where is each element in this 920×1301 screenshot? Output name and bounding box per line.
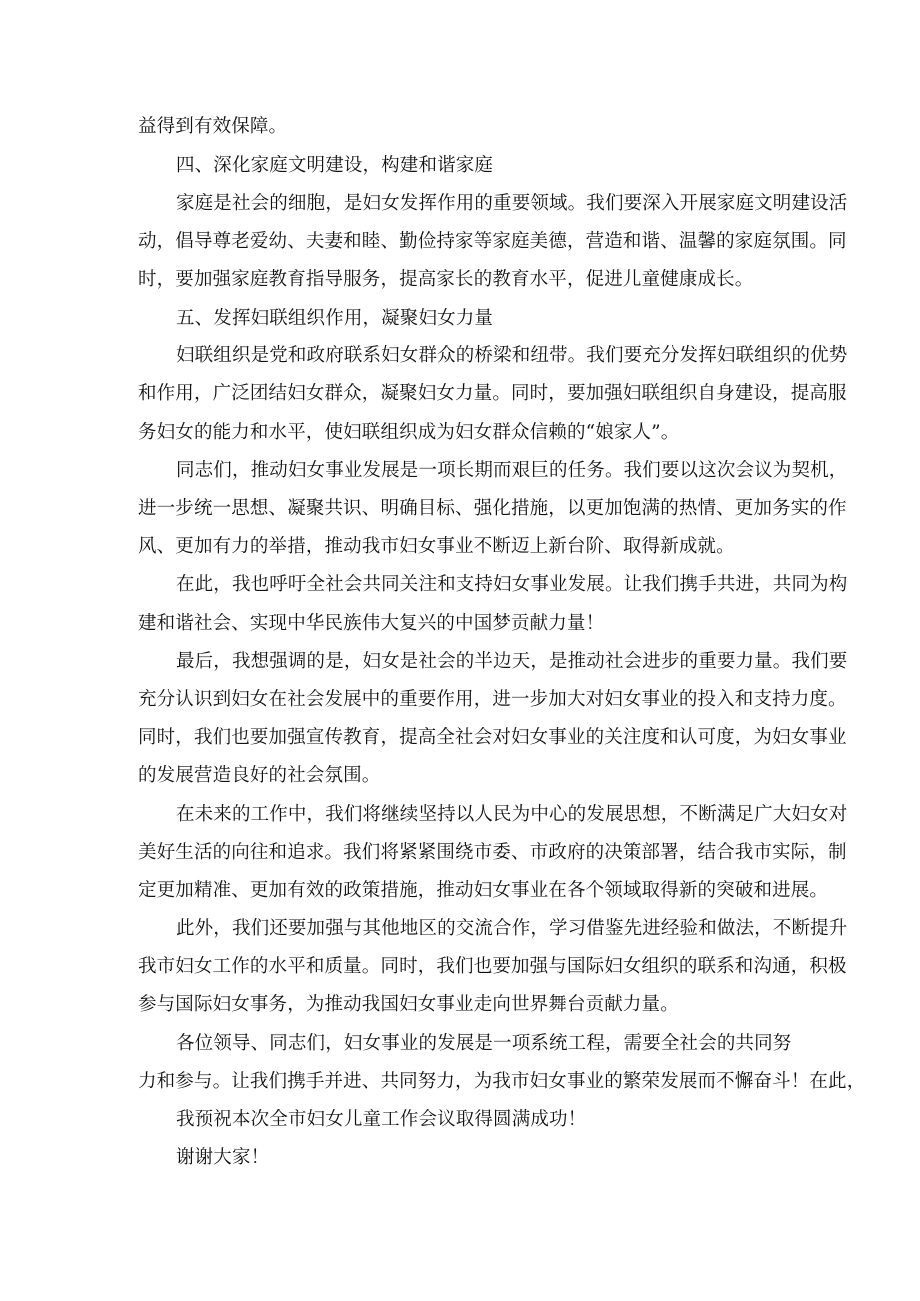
paragraph-line: 时，要加强家庭教育指导服务，提高家长的教育水平，促进儿童健康成长。 [138,269,754,290]
paragraph-line: 我预祝本次全市妇女儿童工作会议取得圆满成功！ [176,1109,587,1130]
paragraph-line: 进一步统一思想、凝聚共识、明确目标、强化措施，以更加饱满的热情、更加务实的作 [138,498,847,519]
paragraph-line: 益得到有效保障。 [138,116,288,137]
paragraph-line: 动，倡导尊老爱幼、夫妻和睦、勤俭持家等家庭美德，营造和谐、温馨的家庭氛围。同 [138,231,847,252]
paragraph-line: 各位领导、同志们，妇女事业的发展是一项系统工程，需要全社会的共同努 [176,1033,792,1054]
paragraph-line: 此外，我们还要加强与其他地区的交流合作，学习借鉴先进经验和做法，不断提升 [176,918,848,939]
section-heading: 四、深化家庭文明建设，构建和谐家庭 [176,155,494,176]
closing-line: 谢谢大家！ [176,1147,270,1168]
paragraph-line: 定更加精准、更加有效的政策措施，推动妇女事业在各个领域取得新的突破和进展。 [138,880,829,901]
paragraph-line: 同时，我们也要加强宣传教育，提高全社会对妇女事业的关注度和认可度，为妇女事业 [138,727,847,748]
paragraph-line: 建和谐社会、实现中华民族伟大复兴的中国梦贡献力量！ [138,613,605,634]
paragraph-line: 和作用，广泛团结妇女群众，凝聚妇女力量。同时，要加强妇联组织自身建设，提高服 [138,383,847,404]
paragraph-line: 在此，我也呼吁全社会共同关注和支持妇女事业发展。让我们携手共进，共同为构 [176,574,848,595]
section-heading: 五、发挥妇联组织作用，凝聚妇女力量 [176,308,494,329]
paragraph-line: 参与国际妇女事务，为推动我国妇女事业走向世界舞台贡献力量。 [138,994,679,1015]
paragraph-line: 同志们，推动妇女事业发展是一项长期而艰巨的任务。我们要以这次会议为契机， [176,460,848,481]
paragraph-line: 充分认识到妇女在社会发展中的重要作用，进一步加大对妇女事业的投入和支持力度。 [138,689,847,710]
paragraph-line: 家庭是社会的细胞，是妇女发挥作用的重要领域。我们要深入开展家庭文明建设活 [176,193,848,214]
paragraph-line: 的发展营造良好的社会氛围。 [138,765,381,786]
paragraph-line: 我市妇女工作的水平和质量。同时，我们也要加强与国际妇女组织的联系和沟通，积极 [138,956,847,977]
paragraph-line: 力和参与。让我们携手并进、共同努力，为我市妇女事业的繁荣发展而不懈奋斗！在此， [138,1071,866,1092]
paragraph-line: 风、更加有力的举措，推动我市妇女事业不断迈上新台阶、取得新成就。 [138,536,735,557]
paragraph-line: 务妇女的能力和水平，使妇联组织成为妇女群众信赖的“娘家人”。 [138,422,680,443]
paragraph-line: 在未来的工作中，我们将继续坚持以人民为中心的发展思想，不断满足广大妇女对 [176,804,848,825]
paragraph-line: 最后，我想强调的是，妇女是社会的半边天，是推动社会进步的重要力量。我们要 [176,651,848,672]
paragraph-line: 妇联组织是党和政府联系妇女群众的桥梁和纽带。我们要充分发挥妇联组织的优势 [176,345,848,366]
paragraph-line: 美好生活的向往和追求。我们将紧紧围绕市委、市政府的决策部署，结合我市实际，制 [138,842,847,863]
